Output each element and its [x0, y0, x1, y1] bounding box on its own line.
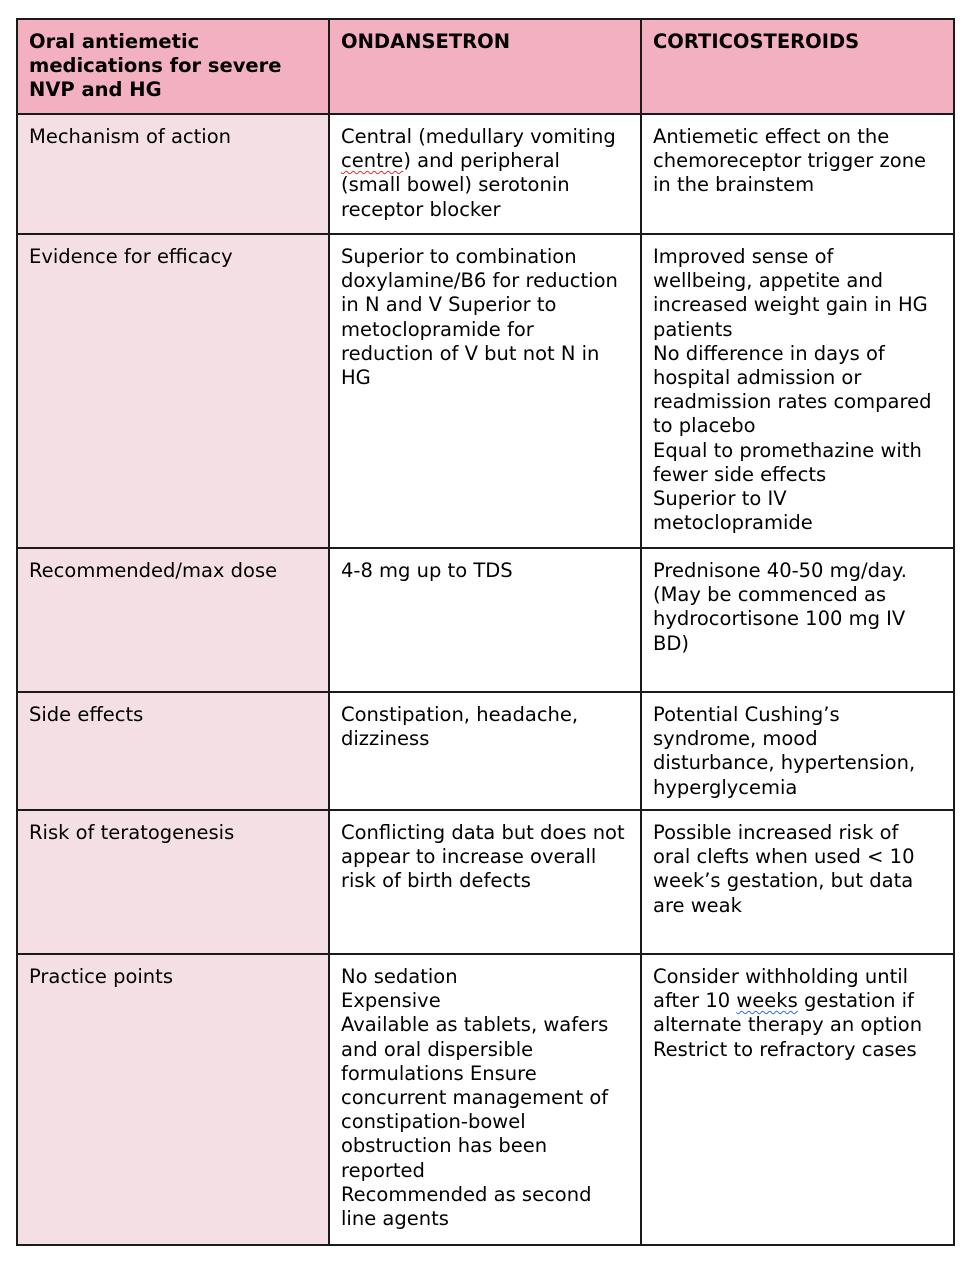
corticosteroids-cell: Improved sense of wellbeing, appetite and increased weight gain in HG patients No difference in days of hospital admission or readmission rates compared to placebo Equal to promethazine with fewer side effects Superior to IV metoclopramide	[641, 234, 954, 548]
corticosteroids-cell: Antiemetic effect on the chemoreceptor trigger zone in the brainstem	[641, 114, 954, 234]
header-ondansetron: ONDANSETRON	[329, 19, 641, 114]
header-label-cell: Oral antiemetic medications for severe NVP and HG	[17, 19, 329, 114]
ondansetron-cell: Conflicting data but does not appear to increase overall risk of birth defects	[329, 810, 641, 954]
corticosteroids-cell: Consider withholding until after 10 weeks gestation if alternate therapy an option Restrict to refractory cases	[641, 954, 954, 1245]
ondansetron-cell: Central (medullary vomiting centre) and peripheral (small bowel) serotonin receptor blocker	[329, 114, 641, 234]
ondansetron-cell: 4-8 mg up to TDS	[329, 548, 641, 692]
table-row	[17, 692, 954, 810]
table-row	[17, 954, 954, 1245]
row-label: Practice points	[17, 954, 329, 1245]
ondansetron-cell: Superior to combination doxylamine/B6 for reduction in N and V Superior to metoclopramide for reduction of V but not N in HG	[329, 234, 641, 548]
table-row	[17, 548, 954, 692]
ondansetron-cell: Constipation, headache, dizziness	[329, 692, 641, 810]
row-label: Risk of teratogenesis	[17, 810, 329, 954]
corticosteroids-cell: Possible increased risk of oral clefts when used < 10 week’s gestation, but data are weak	[641, 810, 954, 954]
ondansetron-cell: No sedation Expensive Available as tablets, wafers and oral dispersible formulations Ensure concurrent management of constipation-bowel obstruction has been reported Recommended as second line agents	[329, 954, 641, 1245]
header-corticosteroids: CORTICOSTEROIDS	[641, 19, 954, 114]
table-header-row	[17, 19, 954, 114]
row-label: Recommended/max dose	[17, 548, 329, 692]
row-label: Mechanism of action	[17, 114, 329, 234]
spellcheck-word[interactable]: centre	[341, 149, 404, 173]
row-label: Evidence for efficacy	[17, 234, 329, 548]
table-row	[17, 234, 954, 548]
grammar-check-word[interactable]: weeks	[736, 989, 798, 1013]
table-row	[17, 114, 954, 234]
table-row	[17, 810, 954, 954]
antiemetic-table	[16, 18, 955, 1246]
row-label: Side effects	[17, 692, 329, 810]
corticosteroids-cell: Potential Cushing’s syndrome, mood disturbance, hypertension, hyperglycemia	[641, 692, 954, 810]
corticosteroids-cell: Prednisone 40-50 mg/day. (May be commenced as hydrocortisone 100 mg IV BD)	[641, 548, 954, 692]
